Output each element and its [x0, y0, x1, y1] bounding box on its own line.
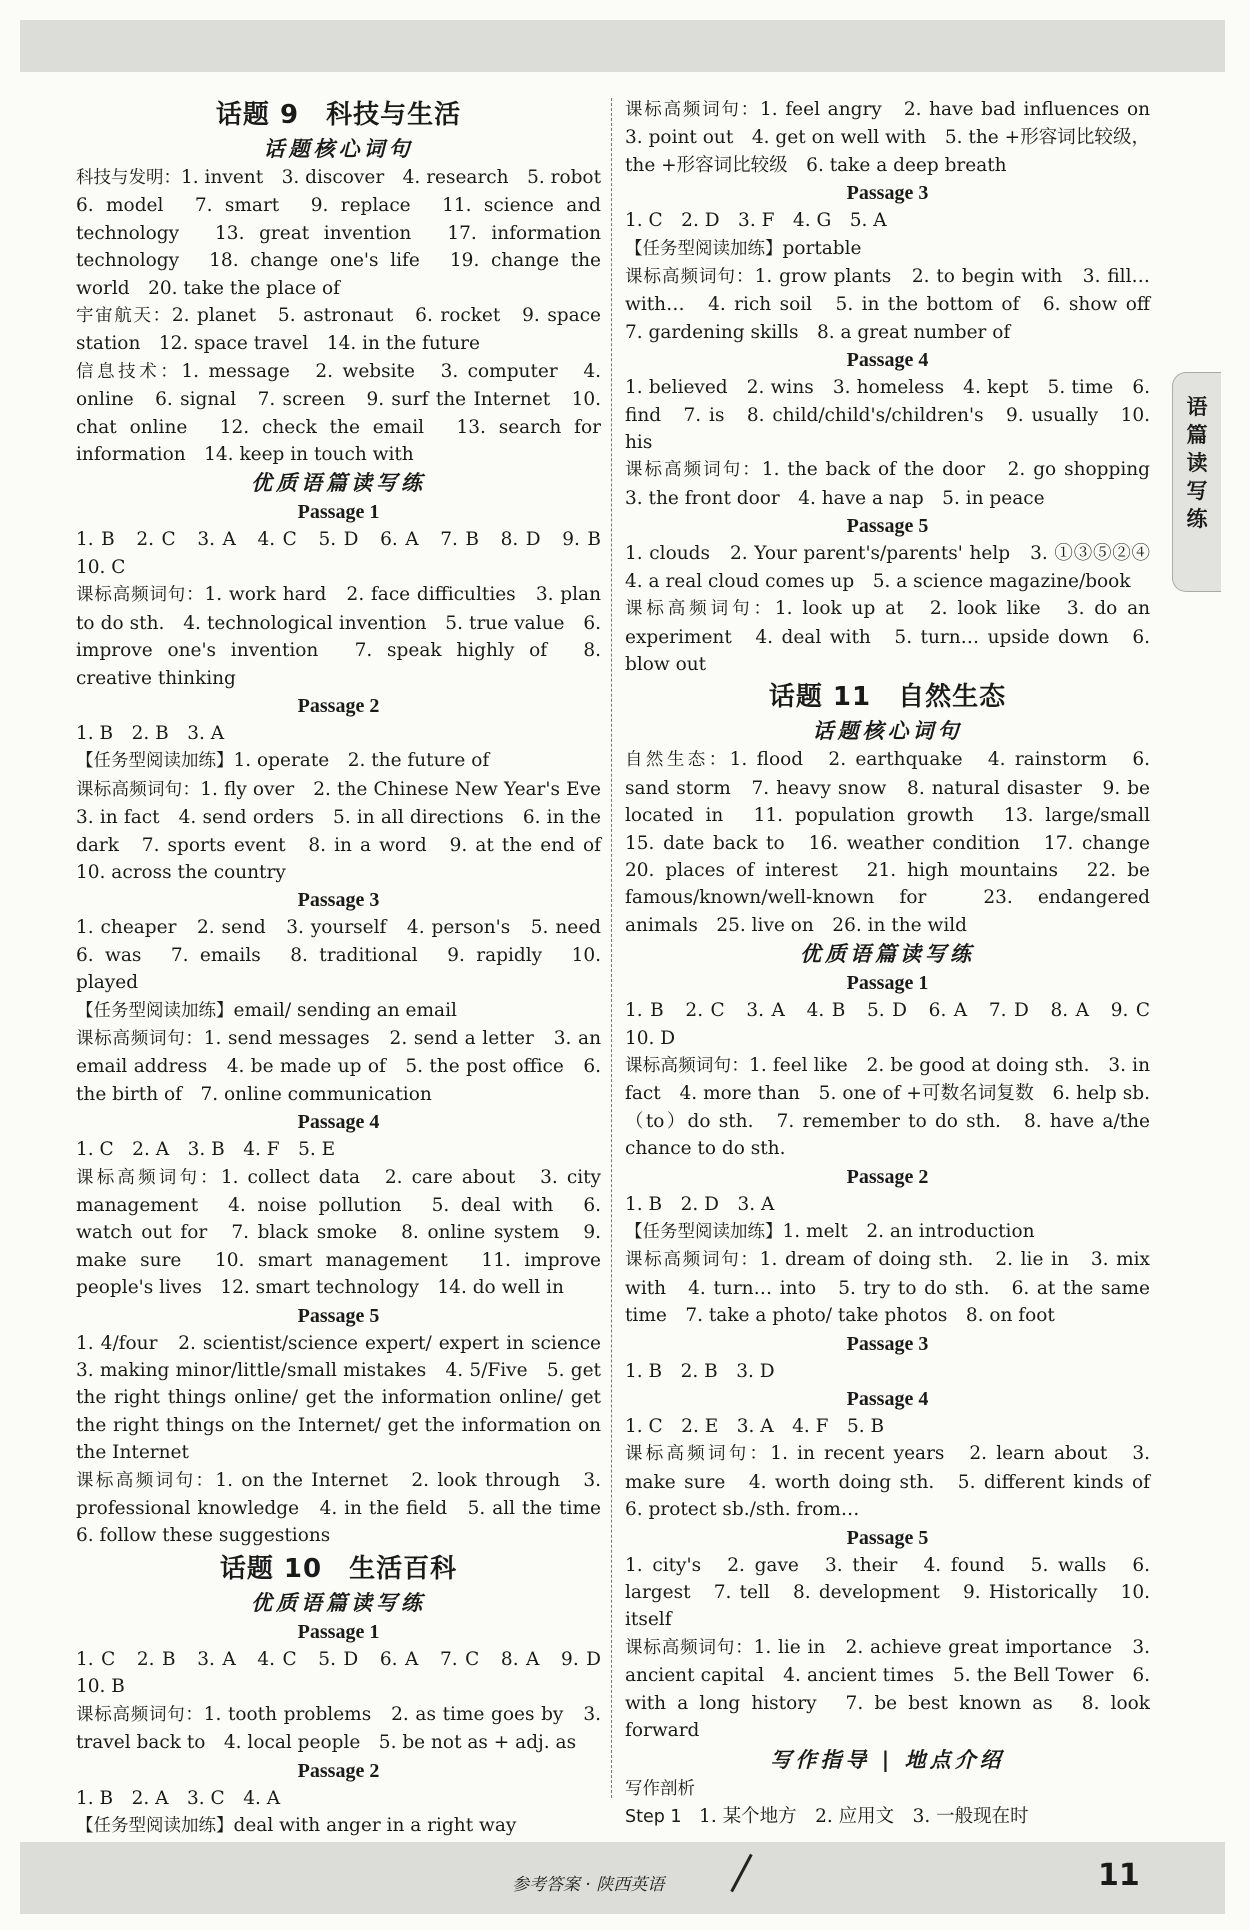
answer-text: 1. the back of the door 2. go shopping 3. the front door 4. have a nap 5. in peace: [625, 459, 1169, 509]
passage-heading: Passage 4: [846, 1388, 929, 1411]
answer-paragraph: [76, 1646, 620, 1701]
answer-label: 课标高频词句：: [76, 585, 205, 606]
footer-title: 参考答案 · 陕西英语: [512, 1875, 665, 1895]
answer-paragraph: [625, 207, 1150, 234]
answer-paragraph: [625, 1358, 1150, 1385]
column-divider: [611, 98, 612, 1798]
section-subheading: 写作指导 | 地点介绍: [770, 1746, 1005, 1772]
answer-paragraph: [625, 595, 1150, 678]
answer-label: 信息技术：: [76, 361, 182, 382]
answer-paragraph: [76, 164, 620, 302]
passage-heading: Passage 3: [846, 1332, 929, 1355]
answer-label: 课标高频词句：: [625, 599, 775, 620]
answer-label: 课标高频词句：: [76, 1704, 204, 1725]
top-header-bar: [20, 20, 1225, 72]
answer-text: 1. invent 3. discover 4. research 5. robot 6. model 7. smart 9. replace 11. science and technology 13. great invention 17. information technology 18. change one's life 19. change the world 20. take the place of: [76, 167, 620, 299]
answer-paragraph: [625, 1246, 1150, 1329]
answer-text: 1. B 2. C 3. A 4. C 5. D 6. A 7. B 8. D 9. B 10. C: [76, 529, 620, 578]
answer-paragraph: [76, 997, 601, 1025]
answer-label: 【任务型阅读加练】: [625, 1222, 783, 1242]
answer-paragraph: [625, 235, 1150, 263]
answer-text: 1. in recent years 2. learn about 3. make sure 4. worth doing sth. 5. different kinds of 6. protect sb./sth. from…: [625, 1443, 1169, 1521]
answer-paragraph: [625, 1413, 1150, 1440]
answer-paragraph: [76, 581, 601, 692]
right-column: [625, 96, 1169, 1831]
answer-paragraph: [625, 96, 1169, 179]
answer-text: 1. lie in 2. achieve great importance 3. ancient capital 4. ancient times 5. the Bell Tower 6. with a long history 7. be best known as 8. look forward: [625, 1636, 1151, 1742]
answer-paragraph: [625, 1440, 1169, 1523]
passage-heading: Passage 5: [297, 1304, 380, 1327]
answer-label: 课标高频词句：: [625, 1055, 750, 1076]
answer-paragraph: [76, 1467, 620, 1550]
answer-paragraph: [625, 1803, 1150, 1831]
answer-label: 课标高频词句：: [625, 1637, 754, 1658]
answer-paragraph: [625, 1191, 1150, 1218]
passage-heading: Passage 1: [297, 501, 380, 524]
answer-text: 1. on the Internet 2. look through 3. professional knowledge 4. in the field 5. all the time 6. follow these suggestions: [76, 1469, 620, 1547]
answer-label: 课标高频词句：: [625, 267, 755, 288]
answer-text: 1. flood 2. earthquake 4. rainstorm 6. sand storm 7. heavy snow 8. natural disaster 9. be located in 11. population growth 13. large/small 15. date back to 16. weather condition 17. change 20. places of interest 21. high mountains 22. be famous/known/well-known for 23. endangered animals 25. live on 26. in the wild: [625, 749, 1169, 936]
answer-paragraph: [76, 1785, 601, 1812]
answer-paragraph: [625, 1634, 1150, 1745]
section-subheading: 优质语篇读写练: [251, 1589, 426, 1615]
answer-text: 1. city's 2. gave 3. their 4. found 5. walls 6. largest 7. tell 8. development 9. Historically 10. itself: [625, 1554, 1150, 1631]
answer-text: 1. feel angry 2. have bad influences on 3. point out 4. get on well with 5. the +形容词比较级，the +形容词比较级 6. take a deep breath: [625, 99, 1169, 176]
answer-label: 课标高频词句：: [76, 779, 201, 800]
answer-label: 课标高频词句：: [76, 1028, 204, 1049]
answer-label: 写作剖析: [625, 1778, 695, 1799]
passage-heading: Passage 3: [297, 889, 380, 912]
answer-paragraph: [76, 1812, 601, 1840]
answer-paragraph: [76, 1330, 620, 1467]
answer-text: portable: [782, 237, 862, 259]
answer-paragraph: [625, 456, 1169, 512]
page-footer: [20, 1842, 1225, 1914]
answer-text: 1. B 2. B 3. A: [76, 722, 225, 744]
answer-text: 1. 4/four 2. scientist/science expert/ expert in science 3. making minor/little/small mistakes 4. 5/Five 5. get the right things online/ get the information online/ get the right things on the Internet/ get the information on the Internet: [76, 1332, 620, 1464]
answer-label: 【任务型阅读加练】: [76, 1000, 234, 1021]
passage-heading: Passage 4: [846, 349, 929, 372]
answer-label: Step 1: [625, 1806, 700, 1827]
section-subheading: 优质语篇读写练: [251, 470, 426, 496]
answer-text: email/ sending an email: [233, 999, 457, 1021]
answer-paragraph: [76, 747, 601, 775]
answer-paragraph: [625, 1552, 1150, 1634]
answer-text: 1. work hard 2. face difficulties 3. plan to do sth. 4. technological invention 5. true value 6. improve one's invention 7. speak highly of 8. creative thinking: [76, 584, 601, 689]
section-subheading: 优质语篇读写练: [800, 941, 975, 967]
answer-text: 1. dream of doing sth. 2. lie in 3. mix with 4. turn… into 5. try to do sth. 6. at the same time 7. take a photo/ take photos 8. on foot: [625, 1249, 1150, 1327]
answer-paragraph: [76, 1164, 601, 1302]
answer-text: 1. cheaper 2. send 3. yourself 4. person's 5. need 6. was 7. emails 8. traditional 9. rapidly 10. played: [76, 917, 620, 994]
answer-label: 科技与发明：: [76, 168, 182, 188]
answer-text: 1. send messages 2. send a letter 3. an email address 4. be made up of 5. the post office 6. the birth of 7. online communication: [76, 1027, 602, 1105]
answer-label: 【任务型阅读加练】: [76, 1815, 234, 1836]
topic-heading: 话题 11 自然生态: [768, 682, 1007, 713]
answer-label: 宇宙航天：: [76, 306, 172, 327]
passage-heading: Passage 3: [846, 182, 929, 205]
answer-text: 1. believed 2. wins 3. homeless 4. kept 5. time 6. find 7. is 8. child/child's/children's 9. usually 10. his: [625, 377, 1150, 454]
side-tab: [1172, 372, 1221, 592]
answer-text: 1. feel like 2. be good at doing sth. 3. in fact 4. more than 5. one of +可数名词复数 6. help sb.（to）do sth. 7. remember to do sth. 8. have a/the chance to do sth.: [625, 1054, 1151, 1160]
answer-paragraph: [76, 1701, 601, 1757]
answer-label: 课标高频词句：: [76, 1167, 221, 1188]
answer-paragraph: [625, 997, 1169, 1052]
passage-heading: Passage 1: [297, 1620, 380, 1643]
section-subheading: 话题核心词句: [812, 718, 963, 744]
passage-heading: Passage 5: [846, 515, 929, 538]
answer-label: 课标高频词句：: [625, 1444, 771, 1465]
answer-text: 1. B 2. D 3. A: [625, 1193, 775, 1215]
answer-paragraph: [625, 1775, 1150, 1803]
answer-text: 1. clouds 2. Your parent's/parents' help 3. ①③⑤②④ 4. a real cloud comes up 5. a science magazine/book: [625, 543, 1169, 592]
answer-text: 1. B 2. B 3. D: [625, 1360, 775, 1382]
answer-text: 1. grow plants 2. to begin with 3. fill… with… 4. rich soil 5. in the bottom of 6. show off 7. gardening skills 8. a great number of: [625, 266, 1169, 343]
answer-paragraph: [625, 1052, 1150, 1163]
passage-heading: Passage 2: [297, 1759, 380, 1782]
page-number: 11: [1098, 1858, 1140, 1893]
answer-label: 课标高频词句：: [76, 1470, 216, 1491]
answer-label: 课标高频词句：: [625, 100, 761, 120]
topic-heading: 话题 10 生活百科: [219, 1553, 458, 1584]
answer-paragraph: [76, 720, 601, 747]
answer-text: 1. C 2. D 3. F 4. G 5. A: [625, 210, 887, 232]
answer-text: 2. planet 5. astronaut 6. rocket 9. space station 12. space travel 14. in the future: [76, 305, 601, 355]
answer-label: 自然生态：: [625, 750, 730, 771]
passage-heading: Passage 2: [846, 1165, 929, 1188]
answer-text: 1. tooth problems 2. as time goes by 3. travel back to 4. local people 5. be not as + adj. as: [76, 1703, 601, 1754]
passage-heading: Passage 1: [846, 972, 929, 995]
answer-paragraph: [625, 263, 1169, 346]
passage-heading: Passage 5: [846, 1526, 929, 1549]
answer-paragraph: [76, 358, 601, 469]
answer-text: deal with anger in a right way: [233, 1814, 517, 1836]
side-tab-label: 语篇读写练: [1186, 395, 1208, 531]
answer-text: 1. fly over 2. the Chinese New Year's Eve 3. in fact 4. send orders 5. in all directions 6. in the dark 7. sports event 8. in a word 9. at the end of 10. across the country: [76, 778, 620, 883]
answer-paragraph: [625, 746, 1169, 939]
answer-text: 1. 某个地方 2. 应用文 3. 一般现在时: [699, 1805, 1029, 1827]
answer-text: 1. C 2. B 3. A 4. C 5. D 6. A 7. C 8. A 9. D 10. B: [76, 1648, 620, 1698]
answer-paragraph: [76, 1025, 601, 1108]
answer-text: 1. B 2. A 3. C 4. A: [76, 1787, 281, 1809]
passage-heading: Passage 4: [297, 1111, 380, 1134]
answer-paragraph: [76, 526, 620, 581]
answer-paragraph: [625, 540, 1169, 595]
answer-text: 1. C 2. E 3. A 4. F 5. B: [625, 1416, 885, 1438]
answer-paragraph: [76, 914, 620, 996]
answer-text: 1. operate 2. the future of: [233, 750, 490, 772]
answer-label: 【任务型阅读加练】: [76, 751, 234, 772]
answer-paragraph: [625, 1218, 1150, 1246]
answer-text: 1. melt 2. an introduction: [782, 1221, 1035, 1242]
answer-label: 课标高频词句：: [625, 460, 762, 481]
footer-slash-decoration: [730, 1854, 752, 1892]
topic-heading: 话题 9 科技与生活: [215, 100, 462, 130]
answer-text: 1. C 2. A 3. B 4. F 5. E: [76, 1139, 336, 1161]
left-column: [76, 96, 620, 1840]
answer-paragraph: [76, 1136, 601, 1163]
passage-heading: Passage 2: [297, 694, 380, 717]
answer-paragraph: [76, 302, 601, 358]
section-subheading: 话题核心词句: [263, 136, 414, 161]
answer-paragraph: [76, 776, 620, 887]
answer-label: 【任务型阅读加练】: [625, 238, 783, 259]
answer-text: 1. B 2. C 3. A 4. B 5. D 6. A 7. D 8. A 9. C 10. D: [625, 1000, 1169, 1049]
answer-text: 1. message 2. website 3. computer 4. online 6. signal 7. screen 9. surf the Internet 10. chat online 12. check the email 13. search for information 14. keep in touch with: [76, 360, 601, 466]
answer-paragraph: [625, 374, 1150, 456]
answer-text: 1. look up at 2. look like 3. do an experiment 4. deal with 5. turn… upside down 6. blow out: [625, 598, 1151, 675]
answer-label: 课标高频词句：: [625, 1250, 760, 1271]
answer-text: 1. collect data 2. care about 3. city management 4. noise pollution 5. deal with 6. watch out for 7. black smoke 8. online system 9. make sure 10. smart management 11. improve people's lives 12. smart technology 14. do well in: [76, 1166, 601, 1299]
